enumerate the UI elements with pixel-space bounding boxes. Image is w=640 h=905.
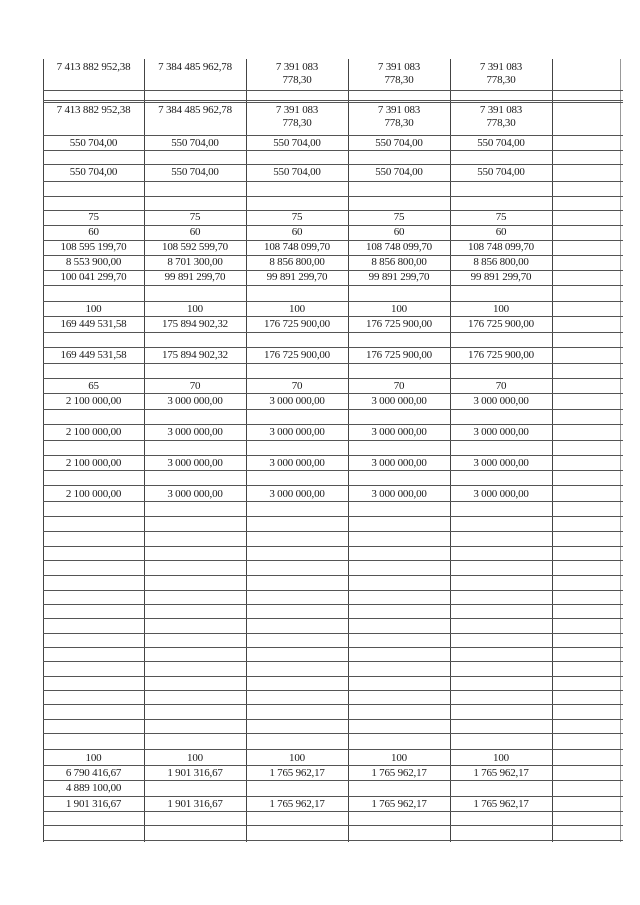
row-rule (43, 633, 623, 634)
table-cell: 3 000 000,00 (167, 395, 223, 407)
table-cell: 3 000 000,00 (371, 395, 427, 407)
row-rule (43, 135, 623, 136)
table-cell: 99 891 299,70 (470, 271, 532, 283)
table-cell: 175 894 902,32 (162, 318, 228, 330)
table-cell: 100 (289, 752, 305, 764)
table-cell: 1 765 962,17 (371, 798, 427, 810)
table-cell: 1 765 962,17 (473, 767, 529, 779)
table-cell: 7 413 882 952,38 (56, 61, 131, 73)
table-cell: 60 (393, 226, 405, 238)
row-rule (43, 196, 623, 197)
row-rule (43, 840, 623, 841)
table-cell: 70 (495, 380, 507, 392)
table-cell: 100 (85, 303, 102, 315)
row-rule (43, 733, 623, 734)
row-rule (43, 455, 623, 456)
table-cell: 108 748 099,70 (468, 241, 534, 253)
table-cell: 3 000 000,00 (269, 426, 325, 438)
row-rule (43, 560, 623, 561)
row-rule (43, 90, 623, 91)
table-cell: 99 891 299,70 (266, 271, 328, 283)
table-cell: 7 391 083 778,30 (479, 61, 523, 86)
table-cell: 3 000 000,00 (473, 488, 529, 500)
table-cell: 100 041 299,70 (60, 271, 127, 283)
row-rule (43, 393, 623, 394)
row-rule (43, 811, 623, 812)
table-cell: 176 725 900,00 (366, 318, 432, 330)
table-cell: 100 (391, 303, 407, 315)
table-cell: 70 (393, 380, 405, 392)
table-cell: 7 391 083 778,30 (377, 104, 421, 129)
table-cell: 3 000 000,00 (473, 395, 529, 407)
column-rule (552, 59, 553, 842)
table-cell: 1 765 962,17 (371, 767, 427, 779)
table-cell: 176 725 900,00 (264, 318, 330, 330)
table-cell: 176 725 900,00 (468, 349, 534, 361)
table-cell: 3 000 000,00 (473, 426, 529, 438)
table-cell: 169 449 531,58 (60, 318, 127, 330)
table-cell: 3 000 000,00 (473, 457, 529, 469)
row-rule (43, 749, 623, 750)
table-cell: 176 725 900,00 (468, 318, 534, 330)
table-cell: 3 000 000,00 (269, 457, 325, 469)
column-rule (620, 59, 621, 842)
table-cell: 60 (189, 226, 201, 238)
table-cell: 75 (88, 211, 99, 223)
table-cell: 60 (495, 226, 507, 238)
table-cell: 550 704,00 (171, 137, 219, 149)
table-cell: 60 (88, 226, 99, 238)
table-cell: 3 000 000,00 (167, 488, 223, 500)
table-cell: 1 765 962,17 (269, 767, 325, 779)
row-rule (43, 164, 623, 165)
row-rule (43, 316, 623, 317)
row-rule (43, 575, 623, 576)
table-cell: 6 790 416,67 (65, 767, 122, 779)
table-cell: 108 595 199,70 (60, 241, 127, 253)
table-cell: 99 891 299,70 (164, 271, 226, 283)
row-rule (43, 102, 623, 103)
row-rule (43, 363, 623, 364)
table-cell: 1 901 316,67 (65, 798, 122, 810)
row-rule (43, 618, 623, 619)
table-cell: 3 000 000,00 (371, 488, 427, 500)
table-cell: 550 704,00 (273, 137, 321, 149)
row-rule (43, 100, 623, 101)
table-cell: 108 592 599,70 (162, 241, 228, 253)
table-cell: 7 384 485 962,78 (158, 61, 232, 73)
table-cell: 100 (493, 752, 509, 764)
table-cell: 3 000 000,00 (167, 426, 223, 438)
row-rule (43, 825, 623, 826)
table-cell: 100 (187, 752, 203, 764)
row-rule (43, 765, 623, 766)
row-rule (43, 719, 623, 720)
table-cell: 7 413 882 952,38 (56, 104, 131, 116)
row-rule (43, 531, 623, 532)
row-rule (43, 424, 623, 425)
table-cell: 2 100 000,00 (65, 426, 122, 438)
table-cell: 550 704,00 (477, 166, 525, 178)
table-cell: 2 100 000,00 (65, 457, 122, 469)
table-cell: 169 449 531,58 (60, 349, 127, 361)
table-cell: 70 (291, 380, 303, 392)
row-rule (43, 604, 623, 605)
table-cell: 176 725 900,00 (366, 349, 432, 361)
row-rule (43, 676, 623, 677)
row-rule (43, 332, 623, 333)
table-cell: 550 704,00 (69, 137, 118, 149)
table-cell: 108 748 099,70 (264, 241, 330, 253)
table-cell: 1 765 962,17 (269, 798, 325, 810)
table-cell: 1 765 962,17 (473, 798, 529, 810)
row-rule (43, 470, 623, 471)
row-rule (43, 301, 623, 302)
table-cell: 100 (187, 303, 203, 315)
table-cell: 70 (189, 380, 201, 392)
table-cell: 3 000 000,00 (269, 488, 325, 500)
table-cell: 3 000 000,00 (371, 457, 427, 469)
table-cell: 65 (88, 380, 99, 392)
table-cell: 7 391 083 778,30 (377, 61, 421, 86)
row-rule (43, 378, 623, 379)
table-cell: 8 856 800,00 (473, 256, 529, 268)
table-cell: 1 901 316,67 (167, 767, 223, 779)
table-cell: 99 891 299,70 (368, 271, 430, 283)
table-cell: 1 901 316,67 (167, 798, 223, 810)
table-cell: 7 384 485 962,78 (158, 104, 232, 116)
table-cell: 176 725 900,00 (264, 349, 330, 361)
row-rule (43, 690, 623, 691)
table-cell: 100 (289, 303, 305, 315)
row-rule (43, 704, 623, 705)
table-cell: 550 704,00 (375, 166, 423, 178)
row-rule (43, 796, 623, 797)
table-cell: 550 704,00 (477, 137, 525, 149)
row-rule (43, 409, 623, 410)
table-cell: 60 (291, 226, 303, 238)
table-cell: 8 856 800,00 (269, 256, 325, 268)
table-cell: 3 000 000,00 (269, 395, 325, 407)
table-cell: 8 553 900,00 (65, 256, 122, 268)
row-rule (43, 347, 623, 348)
row-rule (43, 516, 623, 517)
table-cell: 100 (493, 303, 509, 315)
row-rule (43, 285, 623, 286)
row-rule (43, 780, 623, 781)
table-cell: 7 391 083 778,30 (275, 61, 319, 86)
row-rule (43, 181, 623, 182)
table-cell: 550 704,00 (69, 166, 118, 178)
row-rule (43, 440, 623, 441)
table-cell: 4 889 100,00 (65, 782, 122, 794)
table-cell: 3 000 000,00 (167, 457, 223, 469)
table-cell: 75 (393, 211, 405, 223)
table-cell: 2 100 000,00 (65, 488, 122, 500)
table-cell: 7 391 083 778,30 (479, 104, 523, 129)
row-rule (43, 501, 623, 502)
table-cell: 3 000 000,00 (371, 426, 427, 438)
row-rule (43, 661, 623, 662)
row-rule (43, 647, 623, 648)
row-rule (43, 485, 623, 486)
table-cell: 550 704,00 (375, 137, 423, 149)
table-cell: 550 704,00 (273, 166, 321, 178)
table-cell: 8 856 800,00 (371, 256, 427, 268)
table-cell: 75 (291, 211, 303, 223)
table-cell: 2 100 000,00 (65, 395, 122, 407)
row-rule (43, 546, 623, 547)
table-cell: 75 (495, 211, 507, 223)
table-cell: 8 701 300,00 (167, 256, 223, 268)
table-cell: 100 (391, 752, 407, 764)
table-cell: 175 894 902,32 (162, 349, 228, 361)
row-rule (43, 150, 623, 151)
table-cell: 100 (85, 752, 102, 764)
table-cell: 550 704,00 (171, 166, 219, 178)
row-rule (43, 590, 623, 591)
table-cell: 7 391 083 778,30 (275, 104, 319, 129)
table-cell: 75 (189, 211, 201, 223)
table-cell: 108 748 099,70 (366, 241, 432, 253)
